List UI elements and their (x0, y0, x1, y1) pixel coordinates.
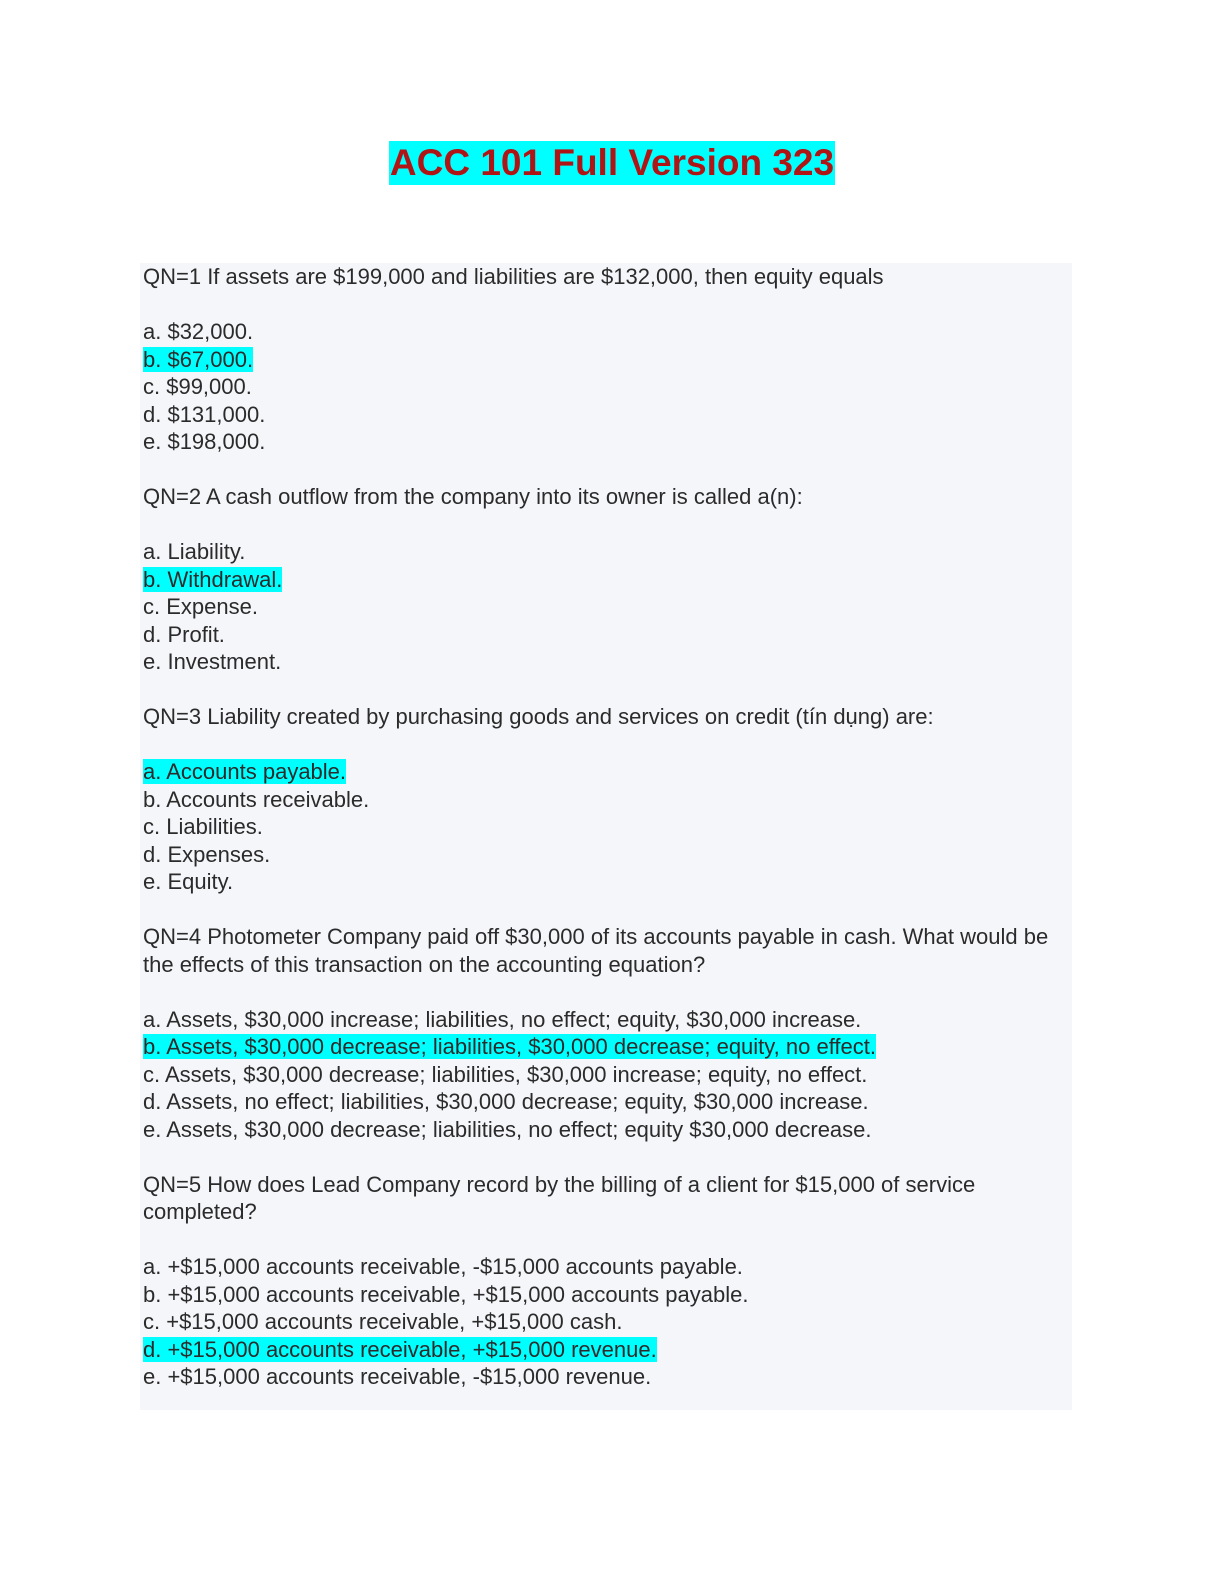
answer-text: b. Accounts receivable. (143, 786, 370, 812)
question-text: QN=3 Liability created by purchasing goods and services on credit (tín dụng) are: (143, 704, 934, 729)
answer-option (143, 786, 1063, 814)
answer-options (143, 538, 1063, 676)
answer-options (143, 1006, 1063, 1144)
answer-text: d. Assets, no effect; liabilities, $30,000 decrease; equity, $30,000 increase. (143, 1089, 869, 1114)
answer-text: d. Expenses. (143, 841, 271, 867)
answer-text: a. Assets, $30,000 increase; liabilities, no effect; equity, $30,000 increase. (143, 1006, 862, 1032)
answer-text: e. Assets, $30,000 decrease; liabilities, no effect; equity $30,000 decrease. (143, 1116, 872, 1142)
page-title: ACC 101 Full Version 323 (389, 142, 835, 183)
answer-option (143, 1061, 1063, 1089)
answer-text: a. +$15,000 accounts receivable, -$15,000 accounts payable. (143, 1254, 743, 1279)
answer-option (143, 566, 1063, 594)
answer-options (143, 318, 1063, 456)
answer-text: c. Expense. (143, 594, 258, 619)
answer-option (143, 346, 1063, 374)
highlighted-answer: a. Accounts payable. (143, 759, 347, 784)
answer-option (143, 758, 1063, 786)
answer-option (143, 841, 1063, 869)
answer-option (143, 318, 1063, 346)
answer-text: c. $99,000. (143, 374, 252, 399)
answer-text: e. $198,000. (143, 429, 266, 454)
answer-option (143, 1363, 1063, 1391)
answer-option (143, 648, 1063, 676)
answer-text: c. Liabilities. (143, 814, 263, 839)
answer-text: d. $131,000. (143, 401, 266, 427)
answer-text: b. +$15,000 accounts receivable, +$15,000 accounts payable. (143, 1281, 749, 1307)
answer-option (143, 1336, 1063, 1364)
highlighted-answer: b. Assets, $30,000 decrease; liabilities, $30,000 decrease; equity, no effect. (143, 1034, 876, 1059)
answer-text: c. +$15,000 accounts receivable, +$15,000 cash. (143, 1309, 623, 1334)
question-4 (143, 923, 1063, 1143)
answer-option (143, 538, 1063, 566)
question-3 (143, 703, 1063, 896)
answer-option (143, 1308, 1063, 1336)
answer-option (143, 401, 1063, 429)
answer-text: e. Equity. (143, 869, 234, 894)
answer-option (143, 1116, 1063, 1144)
answer-option (143, 813, 1063, 841)
answer-option (143, 1033, 1063, 1061)
highlighted-answer: b. Withdrawal. (143, 566, 283, 592)
highlighted-answer: b. $67,000. (143, 346, 254, 372)
answer-text: e. +$15,000 accounts receivable, -$15,000 revenue. (143, 1364, 652, 1389)
answer-option (143, 1006, 1063, 1034)
question-5 (143, 1171, 1063, 1391)
answer-option (143, 1088, 1063, 1116)
answer-text: e. Investment. (143, 649, 282, 674)
answer-option (143, 373, 1063, 401)
answer-option (143, 1253, 1063, 1281)
answer-option (143, 621, 1063, 649)
title-container (0, 141, 1224, 185)
answer-options (143, 1253, 1063, 1391)
answer-options (143, 758, 1063, 896)
question-text: QN=5 How does Lead Company record by the billing of a client for $15,000 of service completed? (143, 1171, 976, 1224)
answer-text: a. Liability. (143, 539, 246, 564)
question-text: QN=2 A cash outflow from the company into its owner is called a(n): (143, 484, 803, 509)
answer-text: d. Profit. (143, 621, 225, 647)
question-2 (143, 483, 1063, 676)
question-text: QN=1 If assets are $199,000 and liabilities are $132,000, then equity equals (143, 264, 884, 289)
question-list (143, 263, 1063, 1418)
answer-option (143, 428, 1063, 456)
question-text: QN=4 Photometer Company paid off $30,000 of its accounts payable in cash. What would be the effects of this transaction on the accounting equation? (143, 924, 1049, 977)
answer-option (143, 1281, 1063, 1309)
answer-option (143, 868, 1063, 896)
question-1 (143, 263, 1063, 456)
answer-text: c. Assets, $30,000 decrease; liabilities, $30,000 increase; equity, no effect. (143, 1061, 868, 1087)
highlighted-answer: d. +$15,000 accounts receivable, +$15,000 revenue. (143, 1336, 657, 1362)
answer-option (143, 593, 1063, 621)
answer-text: a. $32,000. (143, 319, 254, 344)
